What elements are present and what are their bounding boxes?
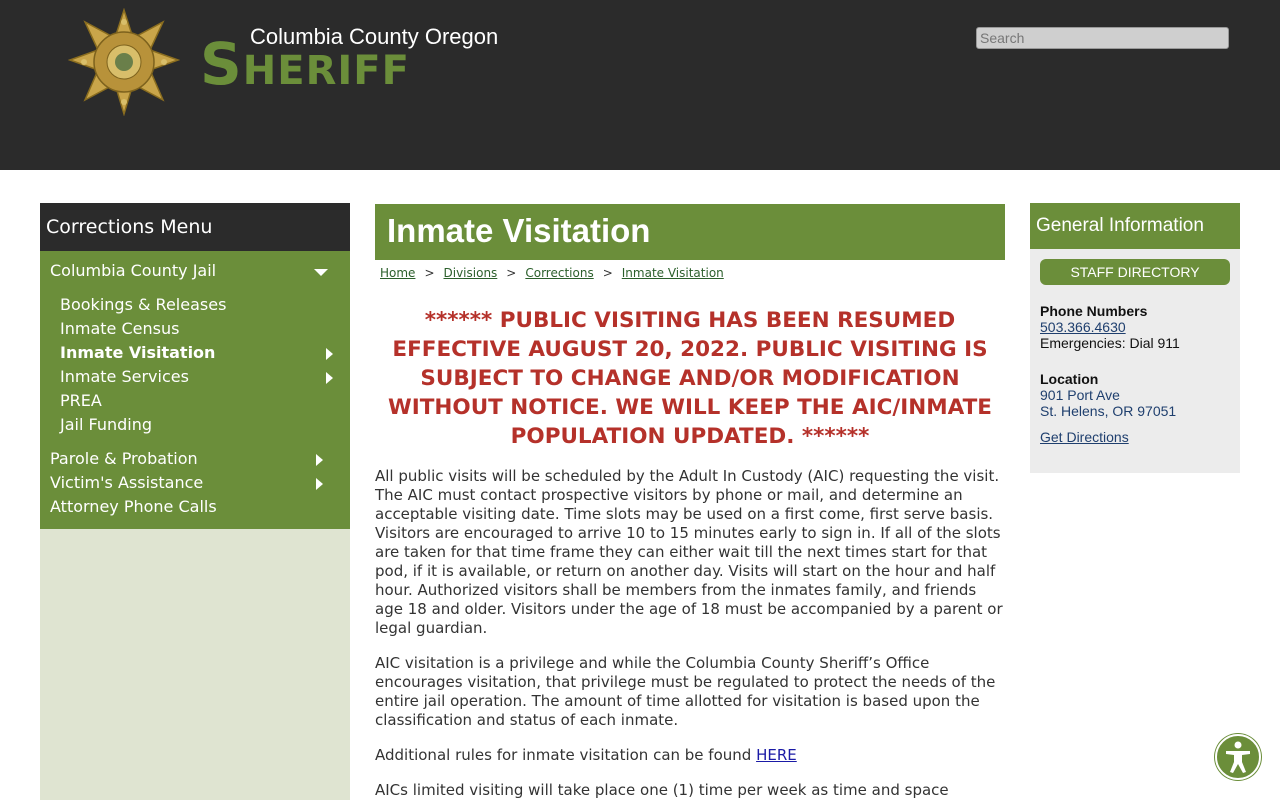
- accessibility-icon: [1217, 736, 1259, 778]
- sidebar-item-parole-probation[interactable]: [40, 447, 350, 471]
- phone-numbers-label: Phone Numbers: [1040, 303, 1148, 319]
- spacer: [1040, 419, 1230, 429]
- sidebar-item-label: Columbia County Jail: [50, 261, 217, 280]
- chevron-down-icon[interactable]: [314, 269, 328, 276]
- sidebar-item-jail-funding[interactable]: [40, 413, 350, 437]
- chevron-right-icon[interactable]: [316, 478, 323, 490]
- sidebar-item-prea[interactable]: [40, 389, 350, 413]
- page-title: Inmate Visitation: [375, 204, 1005, 260]
- corrections-sidebar: [40, 203, 350, 800]
- info-title: General Information: [1030, 203, 1240, 249]
- visit-scheduling-paragraph: All public visits will be scheduled by the Adult In Custody (AIC) requesting the visit. The AIC must contact prospective visitors by phone or mail, and determine an acceptable visiting date. Time slots may be used on a first come, first serve basis. Visitors are encouraged to arrive 10 to 15 minutes early to sign in. If all of the slots are taken for that time frame they can either wait till the next times start for that pod, if it is available, or return on another day. Visits will start on the hour and half hour. Authorized visitors shall be members from the inmates family, and friends age 18 and older. Visitors under the age of 18 must be accompanied by a parent or legal guardian.: [375, 467, 1003, 637]
- sidebar-item-label: Attorney Phone Calls: [50, 497, 217, 516]
- sidebar-item-label: PREA: [60, 391, 102, 410]
- breadcrumb-home[interactable]: Home: [380, 266, 416, 280]
- location-label: Location: [1040, 371, 1099, 387]
- breadcrumb-separator: >: [506, 266, 517, 280]
- sidebar-item-inmate-census[interactable]: [40, 317, 350, 341]
- sidebar-item-attorney-phone-calls[interactable]: [40, 495, 350, 519]
- general-information-panel: [1030, 203, 1240, 473]
- address-line-1: 901 Port Ave: [1040, 387, 1120, 403]
- search-input[interactable]: [976, 27, 1229, 49]
- sidebar-item-label: Parole & Probation: [50, 449, 198, 468]
- get-directions-link[interactable]: Get Directions: [1040, 429, 1129, 445]
- breadcrumb-corrections[interactable]: Corrections: [525, 266, 594, 280]
- sidebar-item-columbia-county-jail[interactable]: [40, 259, 350, 283]
- sidebar-item-bookings-releases[interactable]: [40, 293, 350, 317]
- sidebar-item-victims-assistance[interactable]: [40, 471, 350, 495]
- county-name[interactable]: Columbia County Oregon: [250, 24, 499, 49]
- additional-rules-paragraph: [375, 746, 1005, 765]
- sheriff-initial: S: [200, 30, 243, 98]
- spacer: [1040, 351, 1230, 371]
- sheriff-wordmark[interactable]: [200, 30, 410, 98]
- sheriff-rest: HERIFF: [242, 48, 410, 94]
- sidebar-menu: [40, 251, 350, 529]
- breadcrumb-inmate-visitation[interactable]: Inmate Visitation: [621, 266, 724, 280]
- sidebar-item-inmate-services[interactable]: [40, 365, 350, 389]
- main-content: [375, 204, 1005, 800]
- breadcrumb-divisions[interactable]: Divisions: [443, 266, 498, 280]
- visitation-privilege-paragraph: AIC visitation is a privilege and while the Columbia County Sheriff’s Office encourages visitation, that privilege must be regulated to protect the needs of the entire jail operation. The amount of time allotted for visitation is based upon the classification and status of each inmate.: [375, 654, 996, 729]
- sidebar-item-label: Inmate Visitation: [60, 343, 216, 362]
- sidebar-title: Corrections Menu: [40, 203, 350, 251]
- sidebar-item-label: Bookings & Releases: [60, 295, 227, 314]
- sidebar-item-inmate-visitation[interactable]: [40, 341, 350, 365]
- additional-rules-text: Additional rules for inmate visitation can be found: [375, 746, 757, 764]
- sheriff-badge-logo[interactable]: [68, 8, 180, 116]
- menu-spacer: [40, 437, 350, 447]
- chevron-right-icon[interactable]: [326, 372, 333, 384]
- breadcrumb-separator: >: [602, 266, 613, 280]
- accessibility-button[interactable]: [1215, 734, 1261, 780]
- chevron-right-icon[interactable]: [316, 454, 323, 466]
- visiting-alert: ****** PUBLIC VISITING HAS BEEN RESUMED EFFECTIVE AUGUST 20, 2022. PUBLIC VISITING IS SUBJECT TO CHANGE AND/OR MODIFICATION WITHOUT NOTICE. WE WILL KEEP THE AIC/INMATE POPULATION UPDATED. ******: [388, 308, 992, 449]
- emergencies-text: Emergencies: Dial 911: [1040, 335, 1180, 351]
- breadcrumb-separator: >: [424, 266, 435, 280]
- address-line-2: St. Helens, OR 97051: [1040, 403, 1177, 419]
- sidebar-item-label: Victim's Assistance: [50, 473, 204, 492]
- chevron-right-icon[interactable]: [326, 348, 333, 360]
- limited-visiting-paragraph: AICs limited visiting will take place one (1) time per week as time and space: [375, 781, 949, 799]
- info-body: [1030, 285, 1240, 445]
- site-header: [0, 0, 1280, 170]
- breadcrumb: [375, 266, 1005, 288]
- phone-number-link[interactable]: 503.366.4630: [1040, 319, 1126, 335]
- rules-here-link[interactable]: HERE: [756, 746, 797, 764]
- sidebar-item-label: Inmate Census: [60, 319, 180, 338]
- sidebar-item-label: Jail Funding: [60, 415, 153, 434]
- staff-directory-button[interactable]: STAFF DIRECTORY: [1040, 259, 1230, 285]
- sidebar-item-label: Inmate Services: [60, 367, 189, 386]
